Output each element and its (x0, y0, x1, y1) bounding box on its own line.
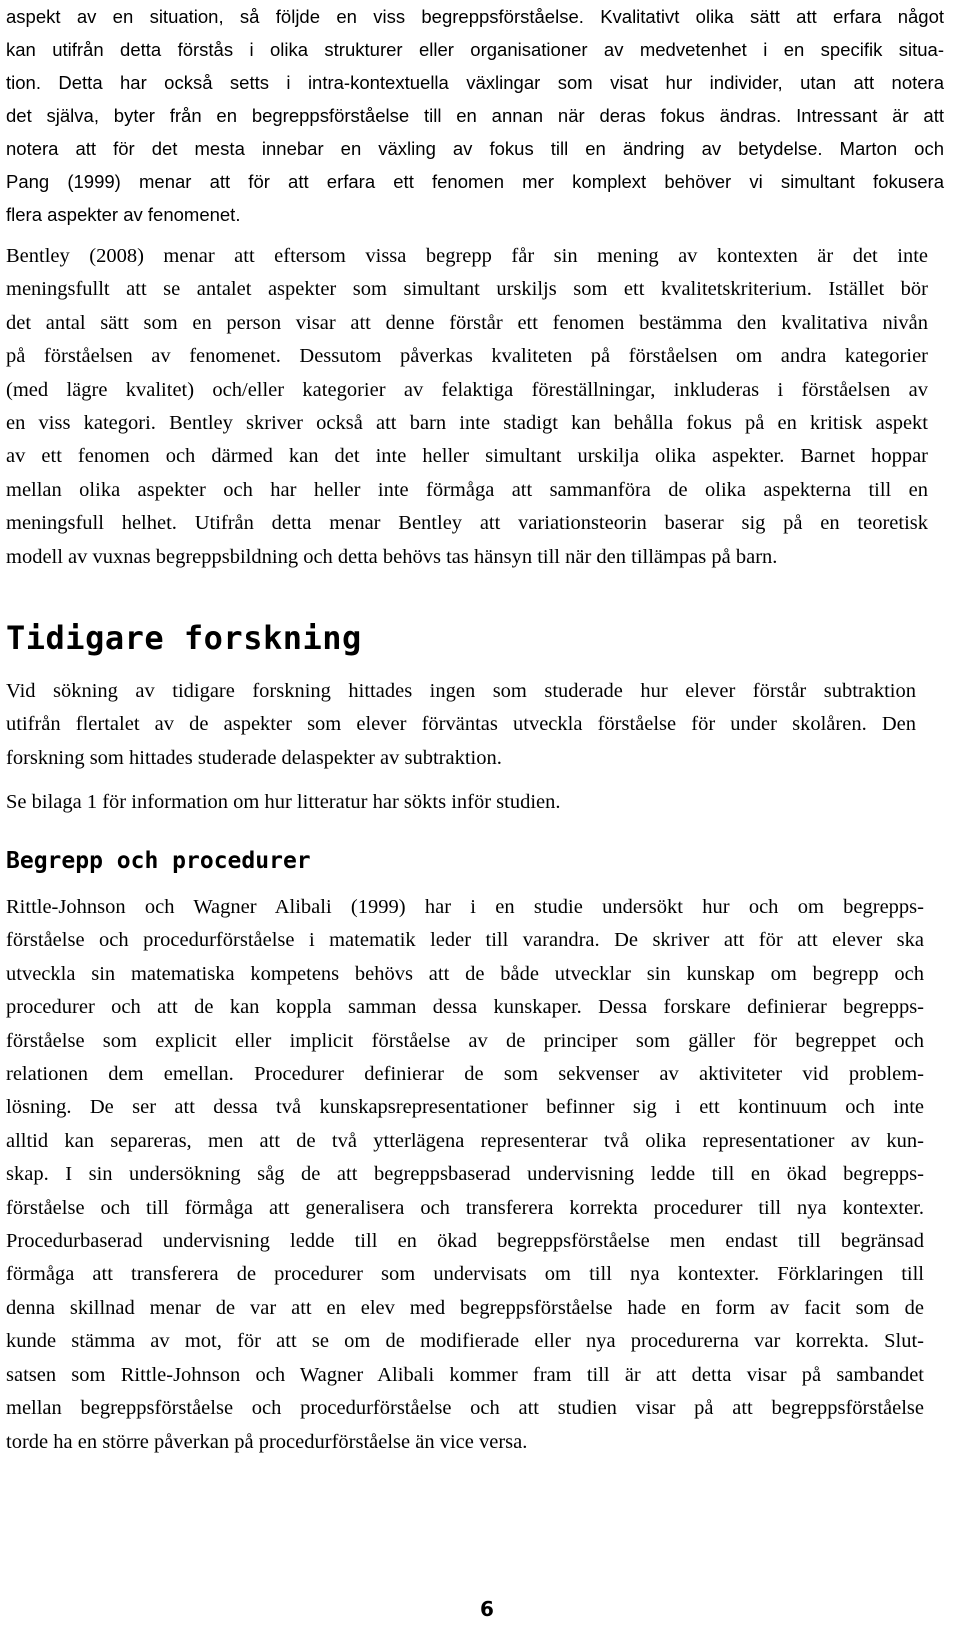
subsection-heading: Begrepp och procedurer (6, 848, 311, 874)
text-line: utifrån flertalet av de aspekter som elever förväntas utveckla förståelse för under skolåren. Den (6, 713, 916, 736)
paragraph-intro (6, 0, 944, 231)
text-line: notera att för det mesta innebar en växling av fokus till en ändring av betydelse. Marton och (6, 138, 944, 159)
text-line: Bentley (2008) menar att eftersom vissa begrepp får sin mening av kontexten är det inte (6, 245, 928, 267)
text-line: (med lägre kvalitet) och/eller kategorier av felaktiga föreställningar, inkluderas i förståelsen av (6, 378, 928, 401)
text-line: mellan olika aspekter och har heller inte förmåga att sammanföra de olika aspekterna till en (6, 478, 928, 501)
text-line: alltid kan separeras, men att de två ytterlägena representerar två olika representationer av kun- (6, 1129, 924, 1152)
text-line: modell av vuxnas begreppsbildning och detta behövs tas hänsyn till när den tillämpas på barn. (6, 545, 778, 568)
page-number: 6 (480, 1597, 494, 1621)
paragraph-appendix-reference (6, 786, 916, 819)
text-line: Pang (1999) menar att för att erfara ett fenomen mer komplext behöver vi simultant fokusera (6, 171, 944, 192)
paragraph-rittle-johnson (6, 891, 924, 1459)
text-line: på förståelsen av fenomenet. Dessutom påverkas kvaliteten på förståelsen om andra kategorier (6, 345, 928, 368)
text-line: mellan begreppsförståelse och procedurförståelse och att studien visar på att begreppsförståelse (6, 1397, 924, 1420)
text-line: Se bilaga 1 för information om hur litteratur har sökts inför studien. (6, 791, 561, 813)
text-line: relationen dem emellan. Procedurer definierar de som sekvenser av aktiviteter vid problem- (6, 1063, 924, 1086)
text-line: av ett fenomen och därmed kan det inte heller simultant urskilja olika aspekter. Barnet hoppar (6, 445, 928, 468)
text-line: Vid sökning av tidigare forskning hittades ingen som studerade hur elever förstår subtraktion (6, 680, 916, 702)
text-line: aspekt av en situation, så följde en viss begreppsförståelse. Kvalitativt olika sätt att erfara något (6, 6, 944, 27)
text-line: Procedurbaserad undervisning ledde till en ökad begreppsförståelse men endast till begränsad (6, 1230, 924, 1253)
paragraph-previous-research (6, 675, 916, 775)
text-line: flera aspekter av fenomenet. (6, 204, 241, 225)
text-line: torde ha en större påverkan på procedurförståelse än vice versa. (6, 1430, 528, 1453)
paragraph-bentley (6, 240, 928, 574)
text-line: det själva, byter från en begreppsförståelse till en annan när deras fokus ändras. Intressant är att (6, 105, 944, 126)
section-heading: Tidigare forskning (6, 619, 362, 657)
text-line: forskning som hittades studerade delaspekter av subtraktion. (6, 746, 502, 769)
text-line: förståelse och till förmåga att generalisera och transferera korrekta procedurer till nya kontexter. (6, 1196, 924, 1219)
text-line: förmåga att transferera de procedurer som undervisats om till nya kontexter. Förklaringen till (6, 1263, 924, 1286)
text-line: kunde stämma av mot, för att se om de modifierade eller nya procedurerna var korrekta. Slut- (6, 1330, 924, 1353)
text-line: utveckla sin matematiska kompetens behövs att de både utvecklar sin kunskap om begrepp och (6, 962, 924, 985)
text-line: procedurer och att de kan koppla samman dessa kunskaper. Dessa forskare definierar begrepps- (6, 996, 924, 1019)
text-line: kan utifrån detta förstås i olika strukturer eller organisationer av medvetenhet i en specifik situa- (6, 39, 944, 60)
text-line: meningsfull helhet. Utifrån detta menar Bentley att variationsteorin baserar sig på en teoretisk (6, 512, 928, 535)
text-line: det antal sätt som en person visar att denne förstår ett fenomen bestämma den kvalitativa nivån (6, 311, 928, 334)
text-line: skap. I sin undersökning såg de att begreppsbaserad undervisning ledde till en ökad begrepps- (6, 1163, 924, 1186)
text-line: Rittle-Johnson och Wagner Alibali (1999) har i en studie undersökt hur och om begrepps- (6, 896, 924, 918)
text-line: denna skillnad menar de var att en elev med begreppsförståelse hade en form av facit som de (6, 1296, 924, 1319)
text-line: en viss kategori. Bentley skriver också att barn inte stadigt kan behålla fokus på en kritisk aspekt (6, 412, 928, 435)
text-line: lösning. De ser att dessa två kunskapsrepresentationer befinner sig i ett kontinuum och inte (6, 1096, 924, 1119)
text-line: meningsfullt att se antalet aspekter som simultant urskiljs som ett kvalitetskriterium. Istället bör (6, 278, 928, 301)
text-line: förståelse och procedurförståelse i matematik leder till varandra. De skriver att för att elever ska (6, 929, 924, 952)
text-line: tion. Detta har också setts i intra-kontextuella växlingar som visat hur individer, utan att notera (6, 72, 944, 93)
text-line: förståelse som explicit eller implicit förståelse av de principer som gäller för begreppet och (6, 1029, 924, 1052)
text-line: satsen som Rittle-Johnson och Wagner Alibali kommer fram till är att detta visar på sambandet (6, 1363, 924, 1386)
